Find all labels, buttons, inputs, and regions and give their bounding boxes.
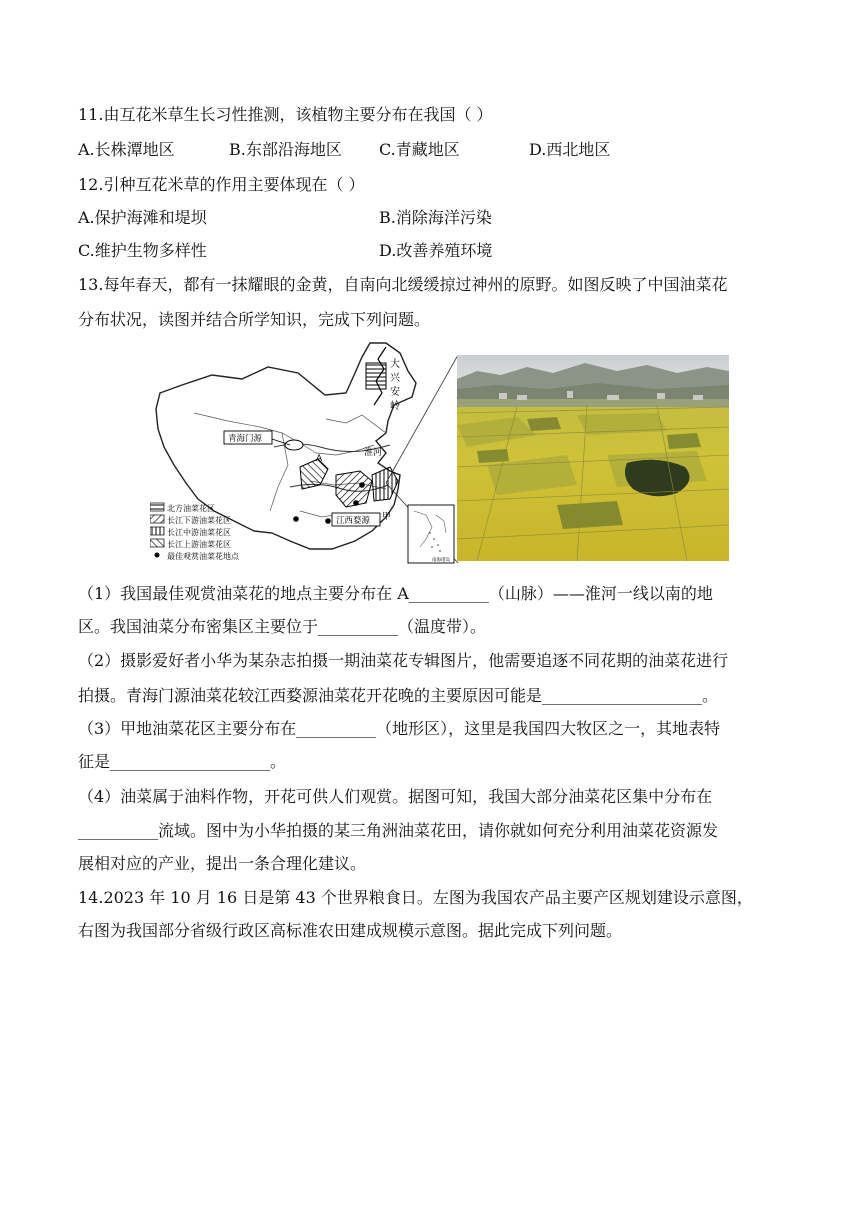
label-a: A: [316, 454, 323, 464]
q14-line-1: 14.2023 年 10 月 16 日是第 43 个世界粮食日。左图为我国农产品主要产区规划建设示意图，: [78, 888, 753, 907]
legend-best-spot: 最佳观赏油菜花地点: [167, 552, 239, 561]
q13-sub1-line-1: （1）我国最佳观赏油菜花的地点主要分布在 A__________（山脉）——淮河一线以南的地: [78, 584, 713, 603]
q12-stem: 12.引种互花米草的作用主要体现在（ ）: [78, 175, 365, 194]
q13-sub4-line-2: __________流域。图中为小华拍摄的某三角洲油菜花田，请你就如何充分利用油菜花资源发: [78, 821, 719, 840]
q13-sub4-line-1: （4）油菜属于油料作物，开花可供人们观赏。据图可知，我国大部分油菜花区集中分布在: [78, 787, 713, 806]
label-qinghai-menyuan: 青海门源: [228, 434, 263, 444]
q11-stem: 11.由互花米草生长习性推测，该植物主要分布在我国（ ）: [78, 105, 493, 124]
label-daxinganling-3: 安: [390, 387, 400, 398]
label-inset: 南海诸岛: [432, 558, 450, 563]
best-spot-dot: [325, 518, 331, 524]
q13-intro-line-2: 分布状况，读图并结合所学知识，完成下列问题。: [78, 310, 431, 329]
q13-sub3-line-1: （3）甲地油菜花区主要分布在__________（地形区），这里是我国四大牧区之一，其地表特: [78, 719, 721, 738]
best-spot-dot: [293, 516, 299, 522]
best-spot-dot: [359, 482, 365, 488]
q12-option-c: C.维护生物多样性: [78, 241, 207, 260]
legend-lower: 长江下游油菜花区: [167, 516, 231, 525]
q12-option-d: D.改善养殖环境: [379, 241, 493, 260]
q12-option-b: B.消除海洋污染: [379, 208, 492, 227]
legend-middle: 长江中游油菜花区: [167, 528, 231, 537]
q11-option-d: D.西北地区: [529, 140, 611, 159]
q13-intro-line-1: 13.每年春天，都有一抹耀眼的金黄，自南向北缓缓掠过神州的原野。如图反映了中国油菜花: [78, 275, 728, 294]
q11-option-b: B.东部沿海地区: [229, 140, 342, 159]
label-daxinganling-1: 大: [390, 359, 400, 370]
q13-sub1-line-2: 区。我国油菜分布密集区主要位于__________（温度带）。: [78, 617, 487, 636]
south-china-sea-inset: [408, 505, 454, 563]
label-jiangxi-wuyuan: 江西婺源: [336, 516, 371, 526]
q14-line-2: 右图为我国部分省级行政区高标准农田建成规模示意图。据此完成下列问题。: [78, 921, 623, 940]
q13-sub3-line-2: 征是____________________。: [78, 752, 287, 771]
q11-option-a: A.长株潭地区: [78, 140, 175, 159]
q13-sub2-line-2: 拍摄。青海门源油菜花较江西婺源油菜花开花晚的主要原因可能是____________________。: [78, 686, 719, 705]
label-daxinganling-4: 岭: [390, 401, 400, 412]
legend-north: 北方油菜花区: [167, 504, 215, 513]
label-huaihe: 淮河: [364, 448, 383, 458]
china-rapeseed-map: [150, 335, 462, 570]
q13-sub4-line-3: 展相对应的产业，提出一条合理化建议。: [78, 854, 367, 873]
q12-option-a: A.保护海滩和堤坝: [78, 208, 207, 227]
rapeseed-field-photo: [457, 355, 729, 561]
q11-option-c: C.青藏地区: [379, 140, 460, 159]
label-daxinganling-2: 兴: [390, 373, 400, 384]
legend-upper: 长江上游油菜花区: [167, 540, 231, 549]
label-jia: 甲: [382, 512, 392, 522]
best-spot-dot: [353, 500, 359, 506]
q13-sub2-line-1: （2）摄影爱好者小华为某杂志拍摄一期油菜花专辑图片，他需要追逐不同花期的油菜花进行: [78, 651, 729, 670]
